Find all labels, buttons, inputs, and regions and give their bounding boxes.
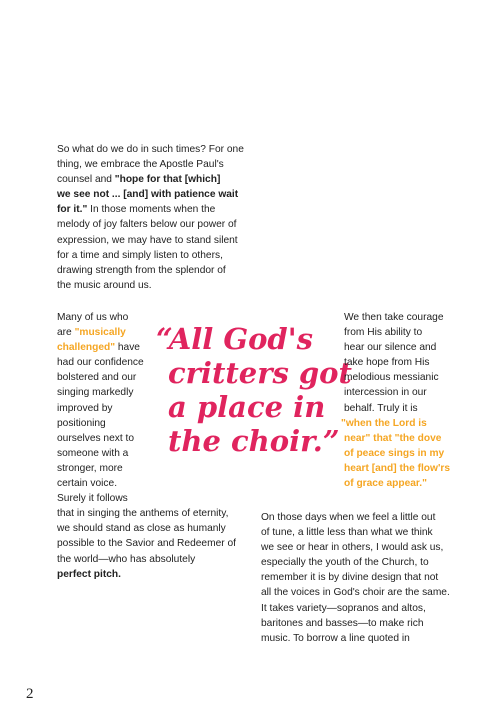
text-line: all the voices in God's choir are the same. <box>261 587 450 599</box>
text-line: expression, we may have to stand silent <box>57 234 238 246</box>
text-line: are "musically <box>57 327 126 339</box>
highlight-line: of peace sings in my <box>344 447 445 459</box>
text-line: intercession in our <box>344 387 427 399</box>
text-line: the world—who has absolutely <box>57 553 196 565</box>
pull-quote-line: “All God's <box>156 322 313 356</box>
highlight-line: near" that "the dove <box>344 432 442 444</box>
highlight-musically: "musically <box>74 327 126 339</box>
text-line: counsel and "hope for that [which] <box>57 174 221 186</box>
text-line: possible to the Savior and Redeemer of <box>57 538 236 550</box>
highlight-line: of grace appear." <box>344 478 427 490</box>
text-line: improved by <box>57 402 113 414</box>
text-line: take hope from His <box>344 357 430 369</box>
text-line: We then take courage <box>344 312 444 323</box>
text-line: remember it is by divine design that not <box>261 572 439 584</box>
text-line: stronger, more <box>57 462 123 474</box>
text-line: behalf. Truly it is <box>344 402 418 414</box>
text-line: perfect pitch. <box>57 568 121 580</box>
highlight-line: "when the Lord is <box>341 417 427 429</box>
text-line: we should stand as close as humanly <box>57 523 226 535</box>
bold-scripture-quote: "hope for that [which] <box>114 174 221 186</box>
text-line: positioning <box>57 417 106 429</box>
text-line: for it." In those moments when the <box>57 204 216 216</box>
highlight-line: heart [and] the flow'rs <box>344 462 451 474</box>
text-line: ourselves next to <box>57 432 135 444</box>
paragraph-intro <box>57 142 257 293</box>
pull-quote-line: the choir.” <box>168 424 340 458</box>
pull-quote-line: critters got <box>168 356 352 390</box>
pull-quote-line: a place in <box>168 390 326 424</box>
text-line: from His ability to <box>344 327 423 339</box>
text-line: the music around us. <box>57 279 152 291</box>
text-line: thing, we embrace the Apostle Paul's <box>57 159 224 171</box>
text-line: baritones and basses—to make rich <box>261 617 424 629</box>
text-line: hear our silence and <box>344 342 437 354</box>
text-line: that in singing the anthems of eternity, <box>57 508 229 520</box>
text-line: we see or hear in others, I would ask us, <box>261 542 444 554</box>
text-line: bolstered and our <box>57 372 137 384</box>
text-line: melodious messianic <box>344 372 439 384</box>
pull-quote <box>156 322 352 458</box>
text-line: So what do we do in such times? For one <box>57 144 244 155</box>
text-line: drawing strength from the splendor of <box>57 264 226 276</box>
text-line: especially the youth of the Church, to <box>261 557 429 569</box>
text-line: music. To borrow a line quoted in <box>261 632 410 644</box>
text-line: On those days when we feel a little out <box>261 512 436 523</box>
text-line: melody of joy falters below our power of <box>57 219 237 231</box>
text-line: certain voice. <box>57 478 118 490</box>
text-line: of tune, a little less than what we think <box>261 527 433 539</box>
paragraph-out-of-tune <box>261 510 481 646</box>
text-line: Many of us who <box>57 312 129 323</box>
text-line: singing markedly <box>57 387 134 399</box>
text-line: It takes variety—sopranos and altos, <box>261 602 426 614</box>
paragraph-courage <box>341 310 484 491</box>
text-line: for a time and simply listen to others, <box>57 249 223 261</box>
text-line: we see not ... [and] with patience wait <box>57 189 239 201</box>
text-line: challenged" have <box>57 342 140 354</box>
page-number: 2 <box>26 686 34 702</box>
highlight-challenged: challenged" <box>57 342 116 354</box>
text-line: had our confidence <box>57 357 144 369</box>
text-line: someone with a <box>57 447 129 459</box>
text-line: Surely it follows <box>57 493 128 505</box>
